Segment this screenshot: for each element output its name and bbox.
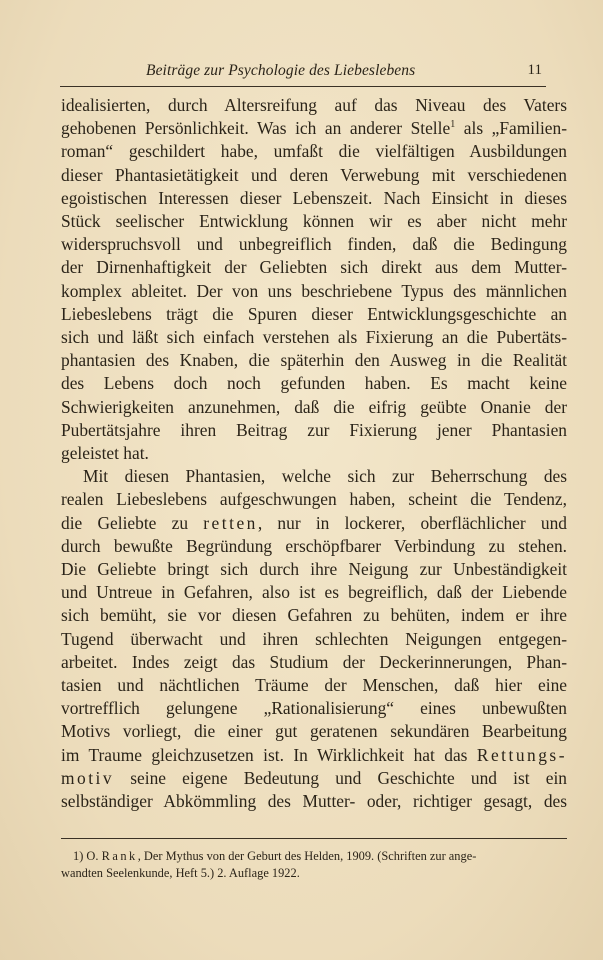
text-line: sich bemüht, sie vor diesen Gefahren zu behüten, indem er ihre [61,605,567,626]
text-line: durch bewußte Begründung erschöpfbarer Verbindung zu stehen. [61,535,567,556]
text-line: realen Liebeslebens aufgeschwungen haben, scheint die Tendenz, [61,489,567,510]
text-line: motiv seine eigene Bedeutung und Geschichte und ist ein [61,767,567,788]
text-line: phantasien des Knaben, die späterhin den Ausweg in die Realität [61,350,567,371]
page-header [60,62,544,82]
footnote-line: wandten Seelenkunde, Heft 5.) 2. Auflage 1922. [61,866,300,880]
text-line: Mit diesen Phantasien, welche sich zur Beherrschung des [83,466,567,487]
text-line: sich und läßt sich einfach verstehen als Fixierung an die Pubertäts- [61,327,567,348]
emphasized-word: Rettungs- [476,744,567,765]
text-line: geleistet hat. [61,443,149,464]
emphasized-word: retten [203,512,258,533]
text-line: Liebeslebens trägt die Spuren dieser Entwicklungsgeschichte an [61,303,567,324]
text-line: Motivs vorliegt, die einer gut geratenen sekundären Bearbeitung [61,721,567,742]
text-line: der Dirnenhaftigkeit der Geliebten sich direkt aus dem Mutter- [61,257,567,278]
text-line: selbständiger Abkömmling des Mutter- oder, richtiger gesagt, des [61,791,567,812]
footnote-author: Rank [101,849,138,863]
text-line: arbeitet. Indes zeigt das Studium der Deckerinnerungen, Phan- [61,651,567,672]
footnote [61,848,567,882]
text-line: dieser Phantasietätigkeit und deren Verwebung mit verschiedenen [61,164,567,185]
emphasized-word: motiv [61,767,115,788]
running-title: Beiträge zur Psychologie des Liebeslebens [146,62,416,79]
text-line: des Lebens doch noch gefunden haben. Es macht keine [61,373,567,394]
text-line: Stück seelischer Entwicklung können wir es aber nicht mehr [61,211,567,232]
footnote-reference: 1 [450,119,456,131]
body-text [61,94,567,813]
footnote-rule [61,838,567,839]
text-line: Tugend überwacht und ihren schlechten Neigungen entgegen- [61,628,567,649]
text-line: idealisierten, durch Altersreifung auf das Niveau des Vaters [61,95,567,115]
text-line: die Geliebte zu retten, nur in lockerer, oberflächlicher und [61,512,568,533]
header-rule [60,86,546,87]
text-line: komplex ableitet. Der von uns beschriebene Typus des männlichen [61,280,567,301]
text-line: egoistischen Interessen dieser Lebenszeit. Nach Einsicht in dieses [61,187,567,208]
text-line: im Traume gleichzusetzen ist. In Wirklichkeit hat das Rettungs- [61,744,567,765]
text-line: Die Geliebte bringt sich durch ihre Neigung zur Unbeständigkeit [61,559,567,580]
text-line: roman“ geschildert habe, umfaßt die vielfältigen Ausbildungen [61,141,567,162]
text-line: vortrefflich gelungene „Rationalisierung“ eines unbewußten [61,698,567,719]
page-number: 11 [527,62,542,78]
text-line: tasien und nächtlichen Träume der Menschen, daß hier eine [61,675,567,696]
footnote-line: 1) O. Rank, Der Mythus von der Geburt des Helden, 1909. (Schriften zur ange- [73,849,477,863]
text-line: gehobenen Persönlichkeit. Was ich an anderer Stelle$^1$ als „Familien- [61,118,568,139]
text-line: widerspruchsvoll und unbegreiflich finden, daß die Bedingung [61,234,567,255]
text-line: Pubertätsjahre ihren Beitrag zur Fixierung jener Phantasien [61,419,567,440]
text-line: und Untreue in Gefahren, also ist es begreiflich, daß der Liebende [61,582,567,603]
text-line: Schwierigkeiten anzunehmen, daß die eifrig geübte Onanie der [61,396,567,417]
